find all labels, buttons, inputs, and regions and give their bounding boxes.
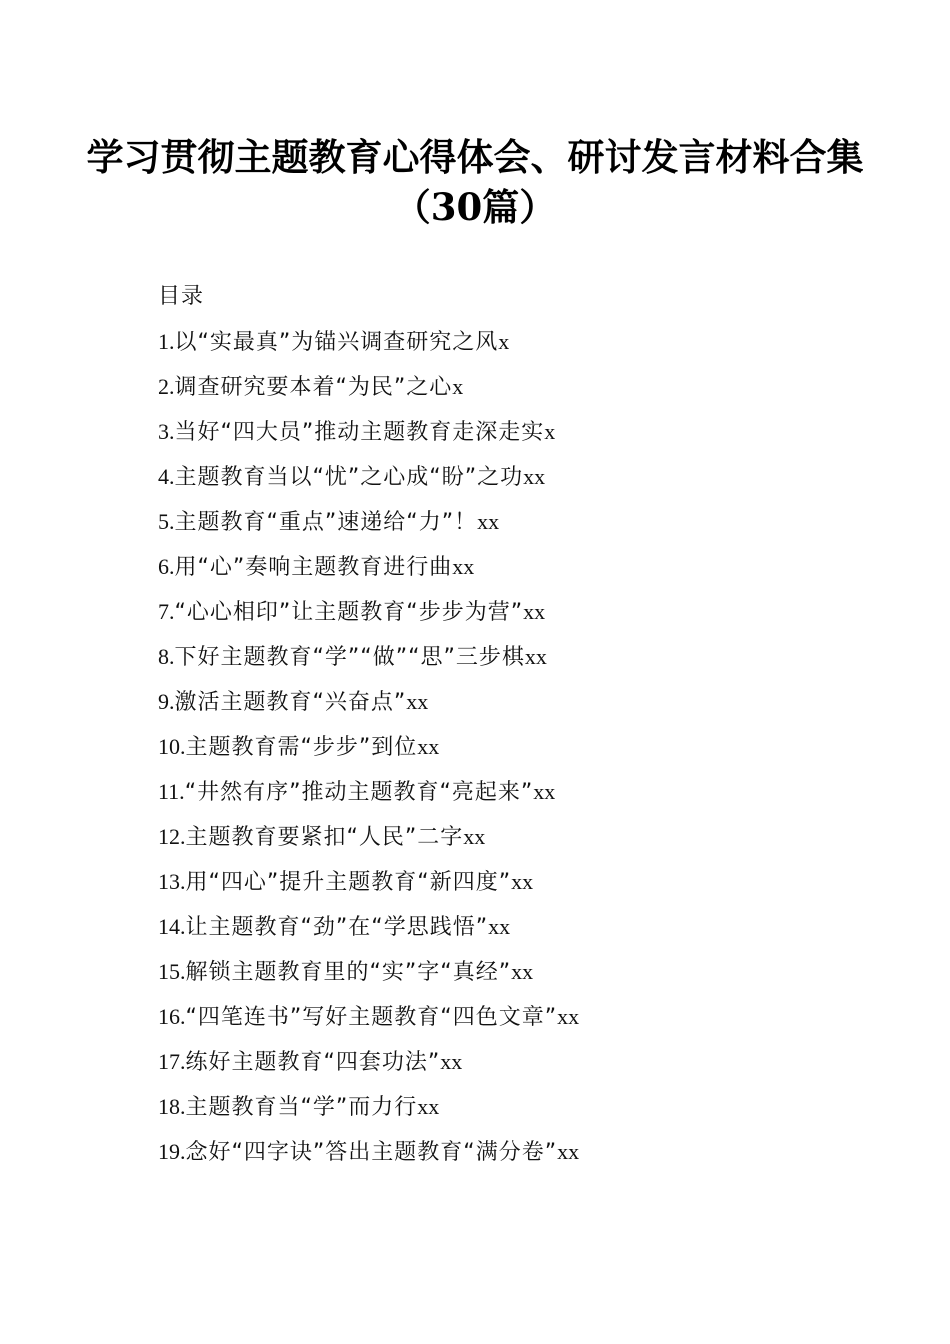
toc-entry[interactable] (158, 1129, 898, 1174)
toc-entry[interactable] (158, 994, 898, 1039)
toc-entry-page: xx (477, 509, 500, 534)
toc-entry-number: 1. (158, 329, 175, 354)
toc-entry[interactable] (158, 769, 898, 814)
toc-entry-number: 12. (158, 824, 186, 849)
toc-entry-number: 9. (158, 689, 175, 714)
toc-entry-title: 主题教育当“学”而力行 (185, 1095, 418, 1120)
toc-entry-number: 19. (158, 1139, 186, 1164)
toc-entry-title: 练好主题教育“四套功法” (185, 1050, 441, 1075)
toc-entry-title: 下好主题教育“学”“做”“思”三步棋 (174, 645, 525, 670)
toc-entry-title: 念好“四字诀”答出主题教育“满分卷” (185, 1140, 558, 1165)
toc-entry-page: xx (523, 464, 546, 489)
toc-entry[interactable] (158, 409, 898, 454)
toc-entry-title: 用“心”奏响主题教育进行曲 (174, 555, 453, 580)
toc-entry[interactable] (158, 544, 898, 589)
toc-entry-title: 用“四心”提升主题教育“新四度” (185, 870, 512, 895)
toc-entry-title: 主题教育要紧扣“人民”二字 (185, 825, 464, 850)
toc-entry[interactable] (158, 949, 898, 994)
toc-entry[interactable] (158, 364, 898, 409)
toc-entry-title: “四笔连书”写好主题教育“四色文章” (185, 1005, 558, 1030)
toc-entry-page: x (498, 329, 510, 354)
toc-entry[interactable] (158, 1084, 898, 1129)
toc-entry-number: 10. (158, 734, 186, 759)
toc-list (158, 319, 898, 1174)
toc-entry-page: xx (511, 869, 534, 894)
toc-entry[interactable] (158, 319, 898, 364)
toc-entry[interactable] (158, 679, 898, 724)
toc-entry-number: 4. (158, 464, 175, 489)
toc-entry-number: 7. (158, 599, 175, 624)
toc-entry-page: xx (524, 644, 547, 669)
toc-entry-title: “井然有序”推动主题教育“亮起来” (184, 780, 534, 805)
toc-entry-number: 8. (158, 644, 175, 669)
table-of-contents (158, 274, 898, 1174)
toc-entry-number: 15. (158, 959, 186, 984)
toc-entry[interactable] (158, 724, 898, 769)
toc-entry[interactable] (158, 589, 898, 634)
toc-entry-page: xx (440, 1049, 463, 1074)
toc-entry-number: 17. (158, 1049, 186, 1074)
toc-entry-page: x (544, 419, 556, 444)
toc-entry-number: 18. (158, 1094, 186, 1119)
toc-entry-title: 解锁主题教育里的“实”字“真经” (185, 960, 512, 985)
toc-entry[interactable] (158, 499, 898, 544)
toc-entry[interactable] (158, 904, 898, 949)
toc-entry-title: 主题教育需“步步”到位 (185, 735, 418, 760)
toc-entry-page: xx (463, 824, 486, 849)
toc-entry-title: 激活主题教育“兴奋点” (174, 690, 407, 715)
toc-entry-number: 13. (158, 869, 186, 894)
toc-entry[interactable] (158, 1039, 898, 1084)
toc-entry[interactable] (158, 814, 898, 859)
toc-entry-page: xx (488, 914, 511, 939)
toc-entry-number: 3. (158, 419, 175, 444)
toc-entry-title: 调查研究要本着“为民”之心 (174, 375, 453, 400)
toc-entry[interactable] (158, 859, 898, 904)
toc-entry-page: xx (417, 1094, 440, 1119)
toc-entry-title: 以“实最真”为锚兴调查研究之风 (174, 330, 499, 355)
toc-entry-title: “心心相印”让主题教育“步步为营” (174, 600, 524, 625)
toc-entry-title: 让主题教育“劲”在“学思践悟” (185, 915, 489, 940)
toc-entry[interactable] (158, 454, 898, 499)
toc-entry-page: xx (406, 689, 429, 714)
toc-entry-page: xx (417, 734, 440, 759)
toc-entry-number: 2. (158, 374, 175, 399)
toc-entry-number: 16. (158, 1004, 186, 1029)
toc-entry-page: xx (557, 1139, 580, 1164)
document-title: 学习贯彻主题教育心得体会、研讨发言材料合集（30篇） (86, 135, 864, 229)
toc-entry-page: xx (523, 599, 546, 624)
toc-heading: 目录 (158, 284, 205, 309)
toc-entry-number: 11. (158, 779, 185, 804)
toc-entry-page: xx (452, 554, 475, 579)
toc-entry-page: xx (511, 959, 534, 984)
toc-entry-page: x (452, 374, 464, 399)
toc-entry-number: 14. (158, 914, 186, 939)
toc-entry-page: xx (557, 1004, 580, 1029)
toc-entry-title: 主题教育当以“忧”之心成“盼”之功 (174, 465, 524, 490)
toc-entry[interactable] (158, 634, 898, 679)
toc-entry-number: 6. (158, 554, 175, 579)
toc-entry-number: 5. (158, 509, 175, 534)
toc-entry-title: 主题教育“重点”速递给“力”！ (174, 510, 478, 535)
toc-entry-title: 当好“四大员”推动主题教育走深走实 (174, 420, 545, 445)
toc-entry-page: xx (533, 779, 556, 804)
